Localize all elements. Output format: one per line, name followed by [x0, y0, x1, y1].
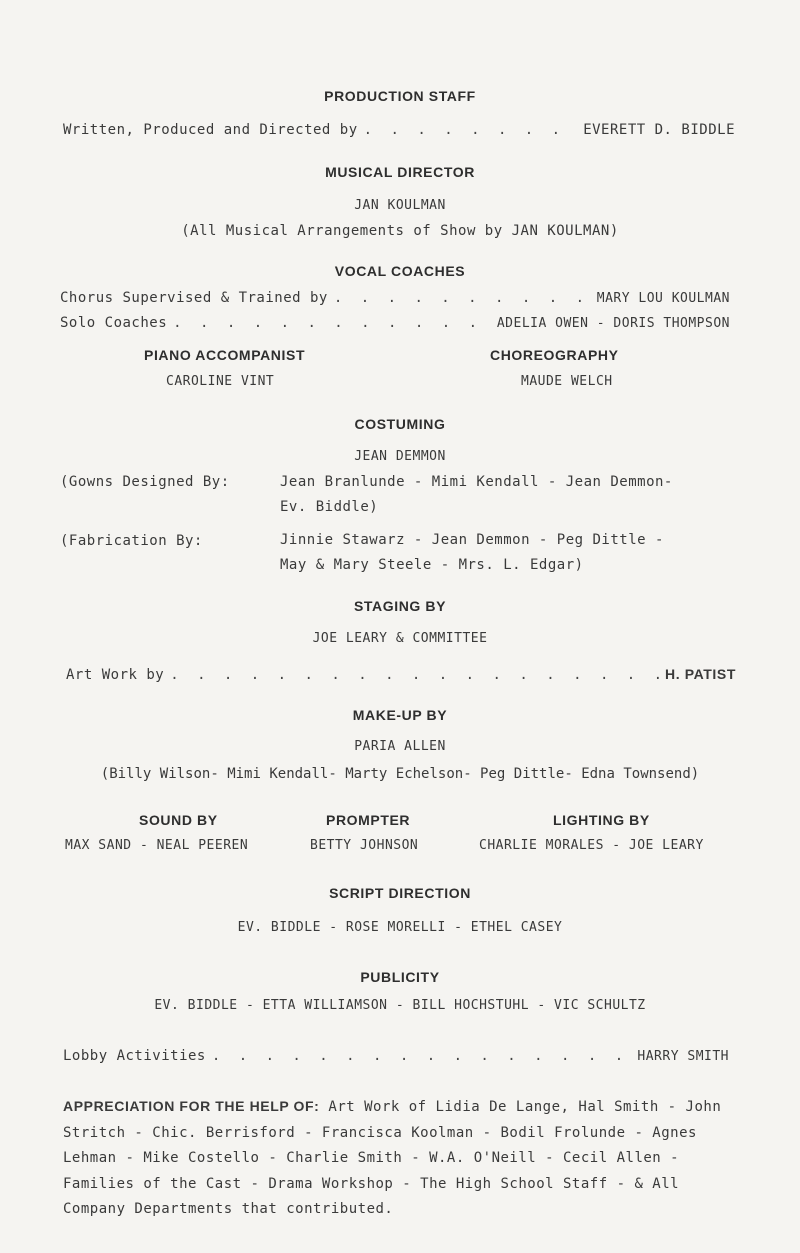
script-direction-heading: SCRIPT DIRECTION [329, 885, 471, 901]
chorus-name: MARY LOU KOULMAN [596, 291, 730, 306]
solo-line [60, 315, 730, 331]
script-direction-names: EV. BIDDLE - ROSE MORELLI - ETHEL CASEY [237, 920, 563, 935]
written-by-name: EVERETT D. BIDDLE [583, 122, 735, 138]
lighting-names: CHARLIE MORALES - JOE LEARY [479, 838, 704, 853]
chorus-label: Chorus Supervised & Trained by [60, 290, 328, 306]
production-staff-heading: PRODUCTION STAFF [324, 88, 476, 104]
lobby-line [63, 1048, 729, 1064]
prompter-name: BETTY JOHNSON [310, 838, 419, 853]
gowns-line-1: Jean Branlunde - Mimi Kendall - Jean Demmon- [280, 474, 673, 490]
makeup-name: PARIA ALLEN [354, 739, 446, 754]
musical-director-name: JAN KOULMAN [354, 198, 446, 213]
choreography-heading: CHOREOGRAPHY [490, 347, 619, 363]
art-work-line [66, 666, 736, 683]
sound-heading: SOUND BY [139, 812, 218, 828]
musical-director-note: (All Musical Arrangements of Show by JAN KOULMAN) [181, 223, 619, 239]
piano-heading: PIANO ACCOMPANIST [144, 347, 306, 363]
makeup-note: (Billy Wilson- Mimi Kendall- Marty Echelson- Peg Dittle- Edna Townsend) [100, 766, 700, 782]
appreciation-text: Art Work of Lidia De Lange, Hal Smith - John Stritch - Chic. Berrisford - Francisca Koolman - Bodil Frolunde - Agnes Lehman - Mike Costello - Charlie Smith - W.A. O'Neill - Cecil Allen - Families of the Cast - Drama Workshop - The High School Staff - & All Company Departments that contributed. [63, 1099, 722, 1217]
written-by-label: Written, Produced and Directed by [63, 122, 358, 138]
lobby-name: HARRY SMITH [637, 1049, 729, 1064]
dot-leader [364, 122, 578, 138]
fabrication-line-2: May & Mary Steele - Mrs. L. Edgar) [280, 557, 584, 573]
sound-names: MAX SAND - NEAL PEEREN [65, 838, 249, 853]
chorus-line [60, 290, 730, 306]
lighting-heading: LIGHTING BY [553, 812, 650, 828]
musical-director-heading: MUSICAL DIRECTOR [325, 164, 475, 180]
dot-leader [212, 1048, 632, 1064]
costuming-name: JEAN DEMMON [354, 449, 446, 464]
dot-leader [170, 667, 659, 683]
dot-leader [173, 315, 491, 331]
publicity-names: EV. BIDDLE - ETTA WILLIAMSON - BILL HOCHSTUHL - VIC SCHULTZ [154, 998, 646, 1013]
choreography-name: MAUDE WELCH [521, 374, 613, 389]
prompter-heading: PROMPTER [326, 812, 411, 828]
staging-name: JOE LEARY & COMMITTEE [312, 631, 488, 646]
fabrication-line-1: Jinnie Stawarz - Jean Demmon - Peg Dittle - [280, 532, 664, 548]
publicity-heading: PUBLICITY [360, 969, 440, 985]
piano-name: CAROLINE VINT [166, 374, 275, 389]
solo-label: Solo Coaches [60, 315, 168, 331]
makeup-heading: MAKE-UP BY [352, 707, 448, 723]
fabrication-label: (Fabrication By: [60, 533, 203, 549]
vocal-coaches-heading: VOCAL COACHES [334, 263, 466, 279]
appreciation-heading: APPRECIATION FOR THE HELP OF: [63, 1098, 320, 1114]
written-by-line [63, 122, 735, 138]
art-work-label: Art Work by [66, 667, 165, 683]
costuming-heading: COSTUMING [354, 416, 446, 432]
staging-heading: STAGING BY [353, 598, 447, 614]
gowns-line-2: Ev. Biddle) [280, 499, 379, 515]
gowns-label: (Gowns Designed By: [60, 474, 230, 490]
appreciation-paragraph [63, 1094, 743, 1223]
dot-leader [334, 290, 591, 306]
solo-names: ADELIA OWEN - DORIS THOMPSON [496, 316, 730, 331]
lobby-label: Lobby Activities [63, 1048, 206, 1064]
art-work-name: H. PATIST [665, 666, 736, 682]
